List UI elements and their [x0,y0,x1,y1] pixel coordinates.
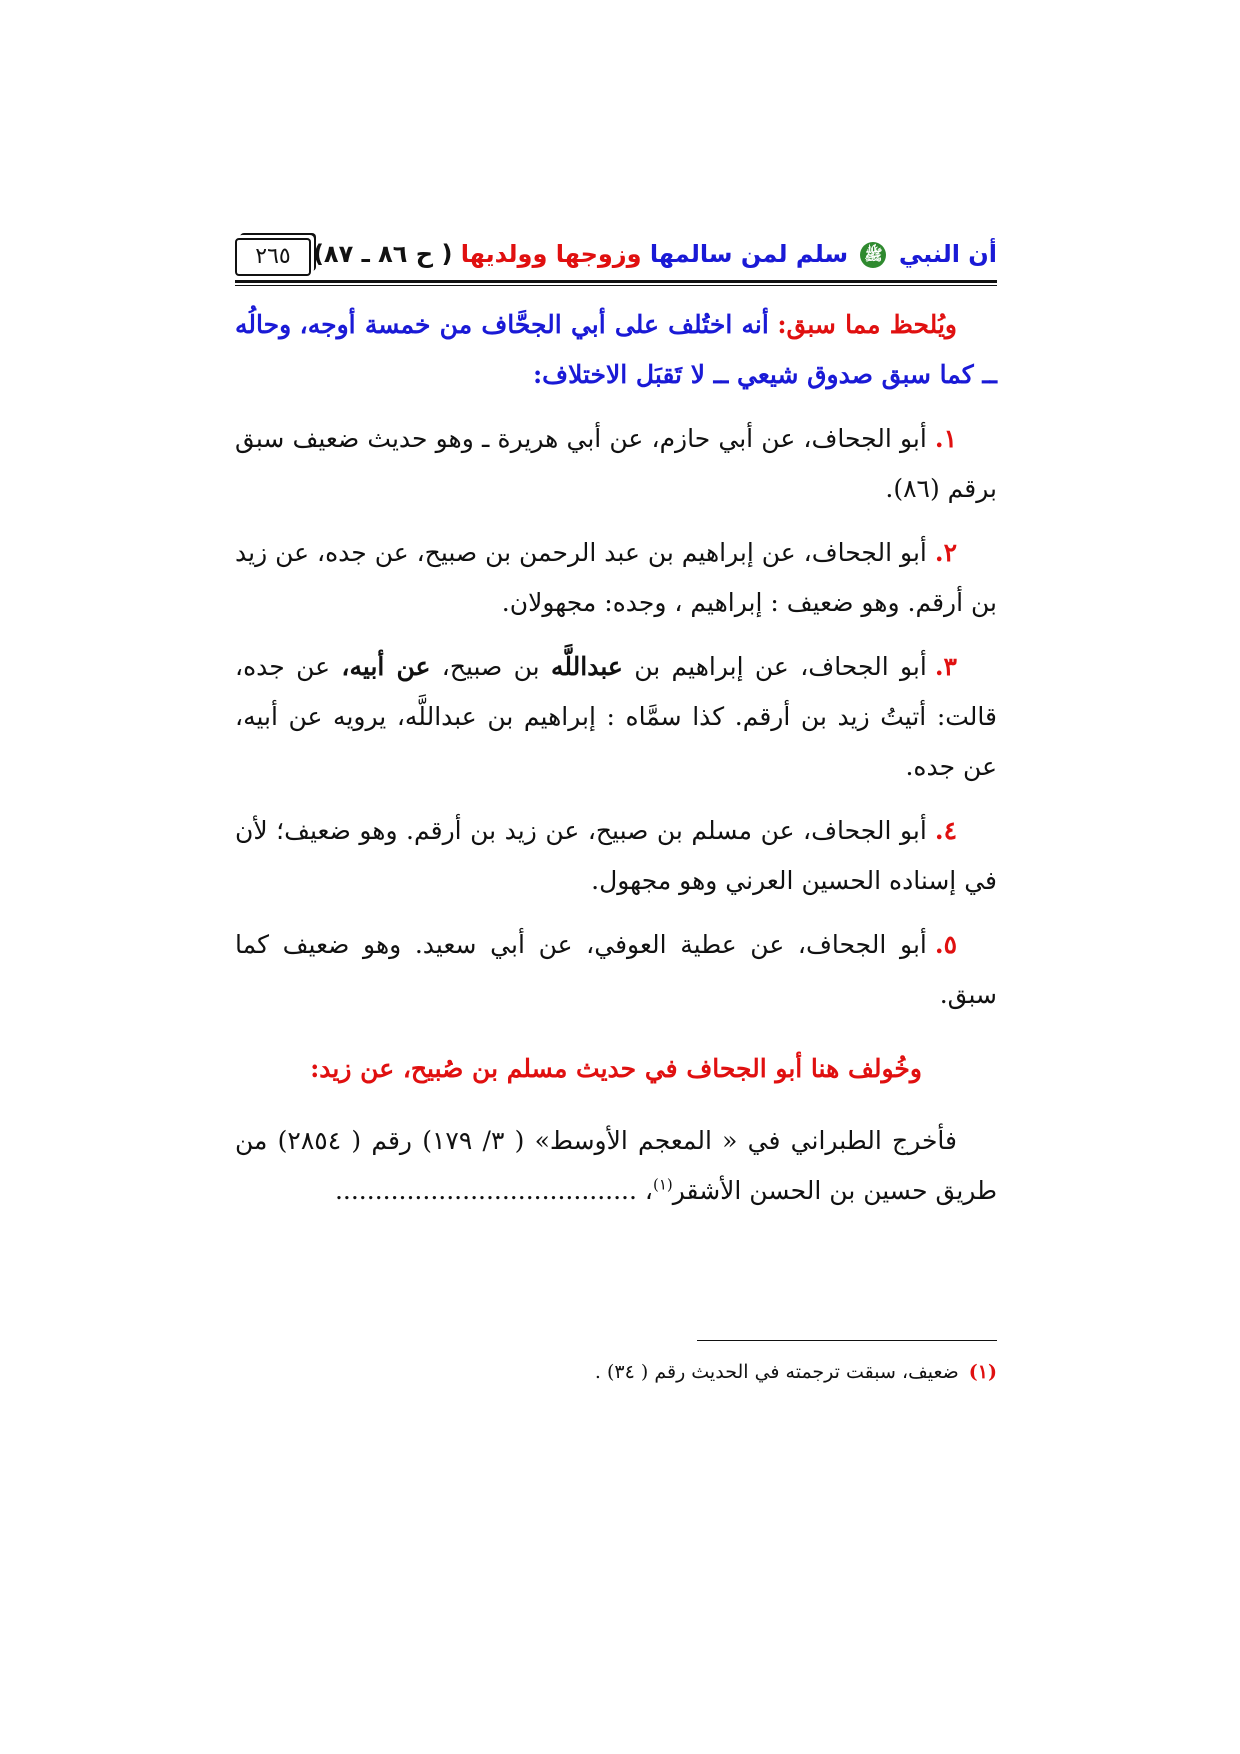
item-number: ١. [934,424,957,453]
closing-comma: ، [644,1176,653,1205]
page [235,0,997,1754]
list-item-1 [235,414,997,514]
list-item-5 [235,920,997,1020]
header-title-part4: وولديها [460,240,548,268]
footnote-reference[interactable]: (١) [652,1175,673,1194]
header-title [313,240,997,268]
intro-lead: ويُلحظ مما سبق: [777,310,957,339]
item-text: أبو الجحاف، عن مسلم بن صبيح، عن زيد بن أرقم. وهو ضعيف؛ لأن في إسناده الحسين العرني وهو مجهول. [235,816,997,895]
item-number: ٢. [934,538,957,567]
intro-text-2: وحالُه ــ كما سبق صدوق شيعي ــ لا تَقبَل الاختلاف: [235,310,997,389]
list-item-2 [235,528,997,628]
honorific-icon: ﷺ [860,242,886,268]
item-text: أبو الجحاف، عن أبي حازم، عن أبي هريرة ـ وهو حديث ضعيف سبق برقم (٨٦). [235,424,997,503]
item-text: أبو الجحاف، عن إبراهيم بن عبد الرحمن بن صبيح، عن جده، عن زيد بن أرقم. وهو ضعيف : إبراهيم ، وجده: مجهولان. [235,538,997,617]
item-number: ٤. [934,816,957,845]
section-subheading: وخُولف هنا أبو الجحاف في حديث مسلم بن صُبيح، عن زيد: [310,1054,922,1083]
footnote-rule [697,1340,997,1341]
list-item-4 [235,806,997,906]
item-bold-phrase: عن أبيه، [341,652,431,681]
footnote [235,1355,997,1389]
header-title-part2: سلم لمن سالمها [649,240,849,268]
main-text [235,300,997,1230]
running-header [235,238,997,278]
item-bold-name: عبداللَّه [551,652,623,681]
footnote-mark: (١) [968,1361,997,1383]
page-number: ٢٦٥ [235,238,311,276]
item-text-a: أبو الجحاف، عن إبراهيم بن [634,652,927,681]
continuation-dots: ...................................... [334,1176,637,1205]
list-item-3 [235,642,997,792]
item-text: أبو الجحاف، عن عطية العوفي، عن أبي سعيد. وهو ضعيف كما سبق. [235,930,997,1009]
header-title-part1: أن النبي [898,240,997,268]
intro-text-1: أنه اختُلف على أبي الجحَّاف من خمسة أوجه، [299,310,769,339]
item-text-b: بن صبيح، [441,652,540,681]
footnote-text: ضعيف، سبقت ترجمته في الحديث رقم ( ٣٤) . [594,1361,959,1383]
closing-text: فأخرج الطبراني في « المعجم الأوسط» ( ٣/ ١٧٩) رقم ( ٢٨٥٤) من طريق حسين بن الحسن الأشقر [235,1126,997,1205]
intro-paragraph [235,300,997,400]
closing-paragraph [235,1116,997,1216]
header-hadith-range: ( ح ٨٦ ـ ٨٧) [312,240,453,268]
item-number: ٥. [934,930,957,959]
header-title-part3: وزوجها [555,240,642,268]
item-number: ٣. [934,652,957,681]
header-rule [235,280,997,286]
item-text-c: عن جده، قالت: أتيتُ زيد بن أرقم. كذا سمَّاه : إبراهيم بن عبداللَّه، يرويه عن أبيه، عن جده. [235,652,997,781]
